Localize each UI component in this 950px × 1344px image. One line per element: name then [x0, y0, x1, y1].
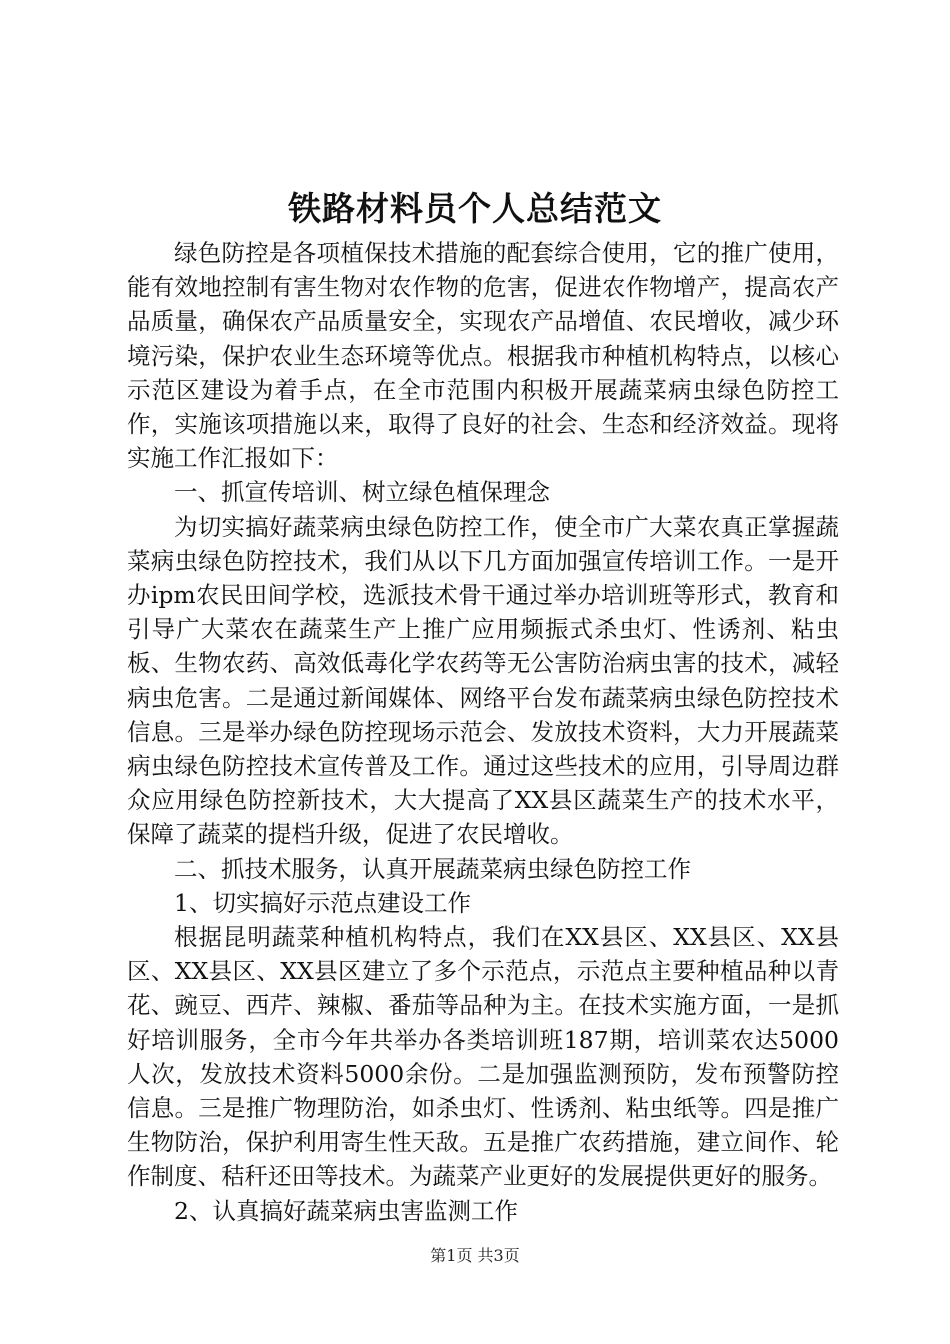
- page-footer: 第1页 共3页: [430, 1246, 520, 1265]
- subsection-1-paragraph: 根据昆明蔬菜种植机构特点，我们在XX县区、XX县区、XX县区、XX县区、XX县区建立了多个示范点，示范点主要种植品种以青花、豌豆、西芹、辣椒、番茄等品种为主。在技术实施方面，一是抓好培训服务，全市今年共举办各类培训班187期，培训菜农达5000人次，发放技术资料5000余份。二是加强监测预防，发布预警防控信息。三是推广物理防治，如杀虫灯、性诱剂、粘虫纸等。四是推广生物防治，保护利用寄生性天敌。五是推广农药措施，建立间作、轮作制度、秸秆还田等技术。为蔬菜产业更好的发展提供更好的服务。: [127, 923, 839, 1191]
- document-body: [127, 236, 839, 1228]
- section-1-paragraph: 为切实搞好蔬菜病虫绿色防控工作，使全市广大菜农真正掌握蔬菜病虫绿色防控技术，我们从以下几方面加强宣传培训工作。一是开办ipm农民田间学校，选派技术骨干通过举办培训班等形式，教育和引导广大菜农在蔬菜生产上推广应用频振式杀虫灯、性诱剂、粘虫板、生物农药、高效低毒化学农药等无公害防治病虫害的技术，减轻病虫危害。二是通过新闻媒体、网络平台发布蔬菜病虫绿色防控技术信息。三是举办绿色防控现场示范会、发放技术资料，大力开展蔬菜病虫绿色防控技术宣传普及工作。通过这些技术的应用，引导周边群众应用绿色防控新技术，大大提高了XX县区蔬菜生产的技术水平，保障了蔬菜的提档升级，促进了农民增收。: [127, 512, 839, 849]
- intro-paragraph: 绿色防控是各项植保技术措施的配套综合使用，它的推广使用，能有效地控制有害生物对农作物的危害，促进农作物增产，提高农产品质量，确保农产品质量安全，实现农产品增值、农民增收，减少环境污染，保护农业生态环境等优点。根据我市种植机构特点，以核心示范区建设为着手点，在全市范围内积极开展蔬菜病虫绿色防控工作，实施该项措施以来，取得了良好的社会、生态和经济效益。现将实施工作汇报如下：: [127, 239, 839, 473]
- section-heading-1: 一、抓宣传培训、树立绿色植保理念: [174, 478, 550, 507]
- subsection-heading-2: 2、认真搞好蔬菜病虫害监测工作: [174, 1196, 518, 1225]
- document-title: 铁路材料员个人总结范文: [288, 189, 662, 228]
- subsection-heading-1: 1、切实搞好示范点建设工作: [174, 888, 471, 917]
- section-heading-2: 二、抓技术服务，认真开展蔬菜病虫绿色防控工作: [174, 854, 691, 883]
